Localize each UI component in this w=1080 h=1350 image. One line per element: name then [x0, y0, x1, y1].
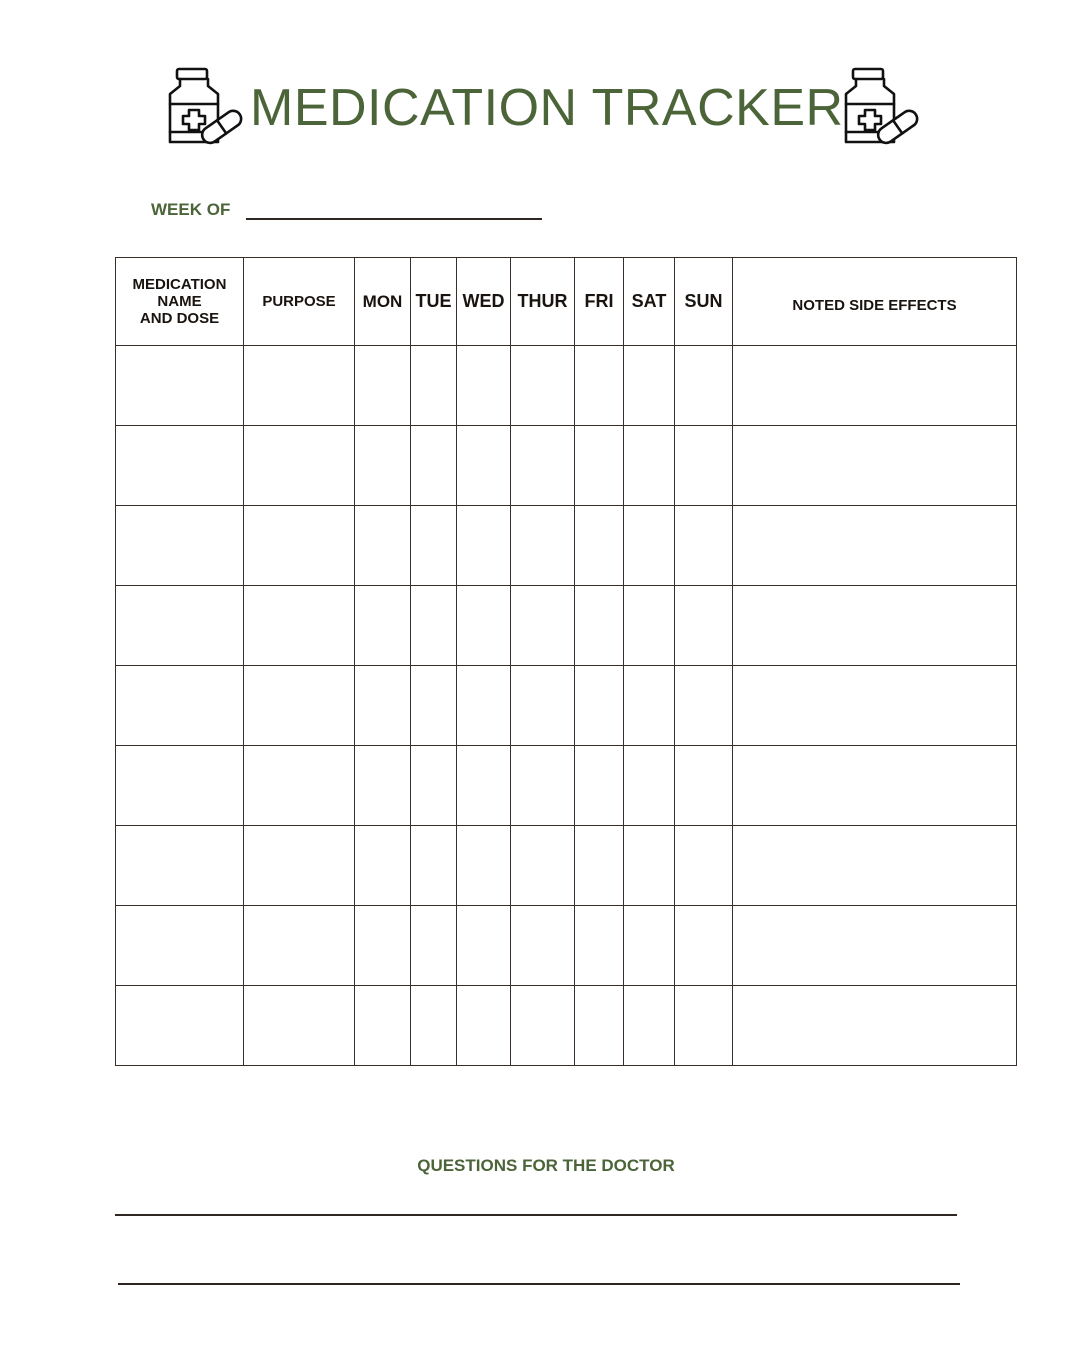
cell-side-effects[interactable]	[733, 906, 1017, 986]
table-row	[116, 426, 1017, 506]
cell-fri[interactable]	[575, 666, 624, 746]
cell-thur[interactable]	[511, 666, 575, 746]
cell-side-effects[interactable]	[733, 666, 1017, 746]
cell-wed[interactable]	[457, 986, 511, 1066]
cell-side-effects[interactable]	[733, 586, 1017, 666]
cell-name[interactable]	[116, 346, 244, 426]
column-header-side-effects: NOTED SIDE EFFECTS	[733, 258, 1017, 346]
table-row	[116, 506, 1017, 586]
cell-thur[interactable]	[511, 506, 575, 586]
header	[0, 60, 1080, 160]
medicine-bottle-icon	[838, 66, 922, 150]
cell-name[interactable]	[116, 666, 244, 746]
cell-purpose[interactable]	[244, 986, 355, 1066]
cell-purpose[interactable]	[244, 586, 355, 666]
cell-wed[interactable]	[457, 426, 511, 506]
column-header-tue: TUE	[411, 258, 457, 346]
cell-thur[interactable]	[511, 426, 575, 506]
page-title: MEDICATION TRACKER	[250, 79, 844, 137]
table-row	[116, 826, 1017, 906]
cell-thur[interactable]	[511, 346, 575, 426]
cell-side-effects[interactable]	[733, 826, 1017, 906]
cell-mon[interactable]	[355, 346, 411, 426]
cell-purpose[interactable]	[244, 426, 355, 506]
cell-tue[interactable]	[411, 586, 457, 666]
cell-sat[interactable]	[624, 666, 675, 746]
cell-mon[interactable]	[355, 586, 411, 666]
cell-mon[interactable]	[355, 826, 411, 906]
column-header-sat: SAT	[624, 258, 675, 346]
table-row	[116, 746, 1017, 826]
cell-sat[interactable]	[624, 426, 675, 506]
cell-sat[interactable]	[624, 826, 675, 906]
cell-name[interactable]	[116, 746, 244, 826]
cell-side-effects[interactable]	[733, 346, 1017, 426]
table-row	[116, 586, 1017, 666]
cell-mon[interactable]	[355, 506, 411, 586]
cell-mon[interactable]	[355, 426, 411, 506]
cell-sat[interactable]	[624, 586, 675, 666]
column-header-line: MEDICATION	[132, 276, 227, 293]
cell-tue[interactable]	[411, 666, 457, 746]
cell-sun[interactable]	[675, 826, 733, 906]
cell-fri[interactable]	[575, 346, 624, 426]
questions-line[interactable]	[118, 1283, 960, 1285]
cell-side-effects[interactable]	[733, 986, 1017, 1066]
cell-tue[interactable]	[411, 506, 457, 586]
column-header-sun: SUN	[675, 258, 733, 346]
cell-tue[interactable]	[411, 826, 457, 906]
cell-purpose[interactable]	[244, 346, 355, 426]
table-row	[116, 986, 1017, 1066]
cell-tue[interactable]	[411, 426, 457, 506]
cell-sun[interactable]	[675, 906, 733, 986]
cell-sat[interactable]	[624, 906, 675, 986]
week-of-label: WEEK OF	[151, 200, 231, 219]
table-body	[116, 346, 1017, 1066]
table-row	[116, 906, 1017, 986]
cell-sat[interactable]	[624, 986, 675, 1066]
cell-sun[interactable]	[675, 666, 733, 746]
column-header-purpose: PURPOSE	[244, 258, 355, 346]
cell-name[interactable]	[116, 906, 244, 986]
cell-thur[interactable]	[511, 746, 575, 826]
column-header-fri: FRI	[575, 258, 624, 346]
cell-tue[interactable]	[411, 746, 457, 826]
cell-wed[interactable]	[457, 826, 511, 906]
cell-fri[interactable]	[575, 826, 624, 906]
questions-line[interactable]	[115, 1214, 957, 1216]
cell-wed[interactable]	[457, 506, 511, 586]
column-header-mon: MON	[355, 258, 411, 346]
column-header-wed: WED	[457, 258, 511, 346]
cell-name[interactable]	[116, 506, 244, 586]
cell-fri[interactable]	[575, 986, 624, 1066]
cell-mon[interactable]	[355, 666, 411, 746]
cell-purpose[interactable]	[244, 906, 355, 986]
cell-sun[interactable]	[675, 346, 733, 426]
cell-side-effects[interactable]	[733, 746, 1017, 826]
cell-purpose[interactable]	[244, 666, 355, 746]
cell-sun[interactable]	[675, 986, 733, 1066]
cell-thur[interactable]	[511, 906, 575, 986]
cell-fri[interactable]	[575, 506, 624, 586]
cell-thur[interactable]	[511, 986, 575, 1066]
column-header-line: AND DOSE	[139, 310, 220, 327]
cell-thur[interactable]	[511, 826, 575, 906]
medicine-bottle-icon	[162, 66, 246, 150]
cell-wed[interactable]	[457, 666, 511, 746]
week-of-field[interactable]	[246, 218, 542, 220]
cell-name[interactable]	[116, 826, 244, 906]
column-header-medication	[116, 258, 244, 346]
cell-name[interactable]	[116, 426, 244, 506]
table-header-row	[116, 258, 1017, 346]
cell-wed[interactable]	[457, 346, 511, 426]
cell-side-effects[interactable]	[733, 426, 1017, 506]
cell-fri[interactable]	[575, 906, 624, 986]
cell-tue[interactable]	[411, 906, 457, 986]
questions-heading: QUESTIONS FOR THE DOCTOR	[417, 1156, 675, 1175]
cell-tue[interactable]	[411, 986, 457, 1066]
cell-mon[interactable]	[355, 746, 411, 826]
cell-sun[interactable]	[675, 586, 733, 666]
cell-purpose[interactable]	[244, 506, 355, 586]
cell-fri[interactable]	[575, 746, 624, 826]
column-header-line: NAME	[157, 293, 202, 310]
cell-sat[interactable]	[624, 506, 675, 586]
cell-fri[interactable]	[575, 426, 624, 506]
cell-name[interactable]	[116, 586, 244, 666]
cell-wed[interactable]	[457, 746, 511, 826]
cell-sun[interactable]	[675, 426, 733, 506]
cell-wed[interactable]	[457, 586, 511, 666]
cell-purpose[interactable]	[244, 826, 355, 906]
cell-mon[interactable]	[355, 986, 411, 1066]
cell-name[interactable]	[116, 986, 244, 1066]
table-row	[116, 346, 1017, 426]
cell-sun[interactable]	[675, 746, 733, 826]
table-row	[116, 666, 1017, 746]
cell-mon[interactable]	[355, 906, 411, 986]
cell-sat[interactable]	[624, 346, 675, 426]
cell-purpose[interactable]	[244, 746, 355, 826]
cell-side-effects[interactable]	[733, 506, 1017, 586]
column-header-thur: THUR	[511, 258, 575, 346]
cell-sun[interactable]	[675, 506, 733, 586]
cell-thur[interactable]	[511, 586, 575, 666]
cell-tue[interactable]	[411, 346, 457, 426]
medication-table	[115, 257, 1017, 1066]
cell-fri[interactable]	[575, 586, 624, 666]
cell-wed[interactable]	[457, 906, 511, 986]
cell-sat[interactable]	[624, 746, 675, 826]
